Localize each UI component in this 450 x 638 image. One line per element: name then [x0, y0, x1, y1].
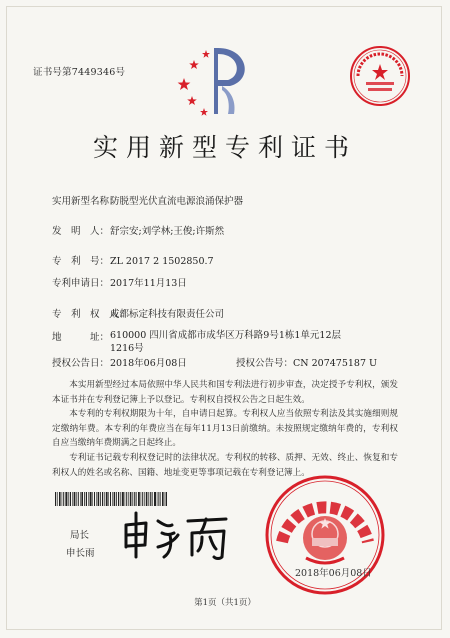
seal-date: 2018年06月08日 [295, 568, 372, 579]
director-title: 局长 [70, 530, 90, 541]
certificate-title: 实用新型专利证书 [92, 133, 357, 162]
patent-number-value: ZL 2017 2 1502850.7 [110, 256, 214, 267]
patent-number-label: 专 利 号： [52, 256, 110, 267]
certificate-number: 证书号第7449346号 [33, 67, 126, 78]
agency-stamp-icon [348, 44, 412, 108]
paragraph-grant: 本实用新型经过本局依照中华人民共和国专利法进行初步审查，决定授予专利权，颁发本证书并在专利登记簿上予以登记。专利权自授权公告之日起生效。 [52, 380, 398, 405]
patentee-row [52, 306, 224, 320]
grant-number-label: 授权公告号： [236, 358, 294, 369]
grant-date-label: 授权公告日： [52, 358, 110, 369]
official-seal-icon [262, 472, 388, 598]
address-row [52, 329, 360, 355]
patentee-label: 专 利 权 人： [52, 309, 129, 320]
filing-date-row [52, 275, 187, 289]
paragraph-legal-status: 专利证书记载专利权登记时的法律状况。专利权的转移、质押、无效、终止、恢复和专利权人的姓名或名称、国籍、地址变更等事项记载在专利登记簿上。 [52, 453, 398, 478]
inventor-value: 舒宗安;刘学林;王俊;许斯然 [110, 226, 225, 237]
utility-model-name-label: 实用新型名称： [52, 196, 119, 207]
address-label: 地 址： [52, 332, 110, 343]
page-number: 第1页（共1页） [194, 598, 256, 608]
director-name: 申长雨 [66, 548, 95, 559]
director-signature [118, 505, 238, 565]
filing-date-label: 专利申请日： [52, 278, 110, 289]
inventor-row [52, 223, 224, 237]
patent-number-row [52, 253, 214, 267]
grant-date-value: 2018年06月08日 [110, 358, 187, 369]
filing-date-value: 2017年11月13日 [110, 278, 187, 289]
address-value: 610000 四川省成都市成华区万科路9号1栋1单元12层1216号 [110, 330, 342, 354]
cnipa-emblem-icon [170, 40, 262, 120]
grant-number-value: CN 207475187 U [293, 358, 378, 369]
inventor-label: 发 明 人： [52, 226, 110, 237]
utility-model-name-row [52, 193, 243, 207]
barcode-icon [55, 492, 167, 506]
utility-model-name-value: 防脱型光伏直流电源浪涌保护器 [110, 196, 244, 207]
grant-date-row [52, 355, 187, 369]
patentee-value: 成都标定科技有限责任公司 [110, 309, 225, 320]
grant-number-row [236, 355, 377, 369]
paragraph-term: 本专利的专利权期限为十年，自申请日起算。专利权人应当依照专利法及其实施细则规定缴纳年费。本专利的年费应当在每年11月13日前缴纳。未按照规定缴纳年费的，专利权自应当缴纳年费期满之日起终止。 [52, 409, 398, 448]
